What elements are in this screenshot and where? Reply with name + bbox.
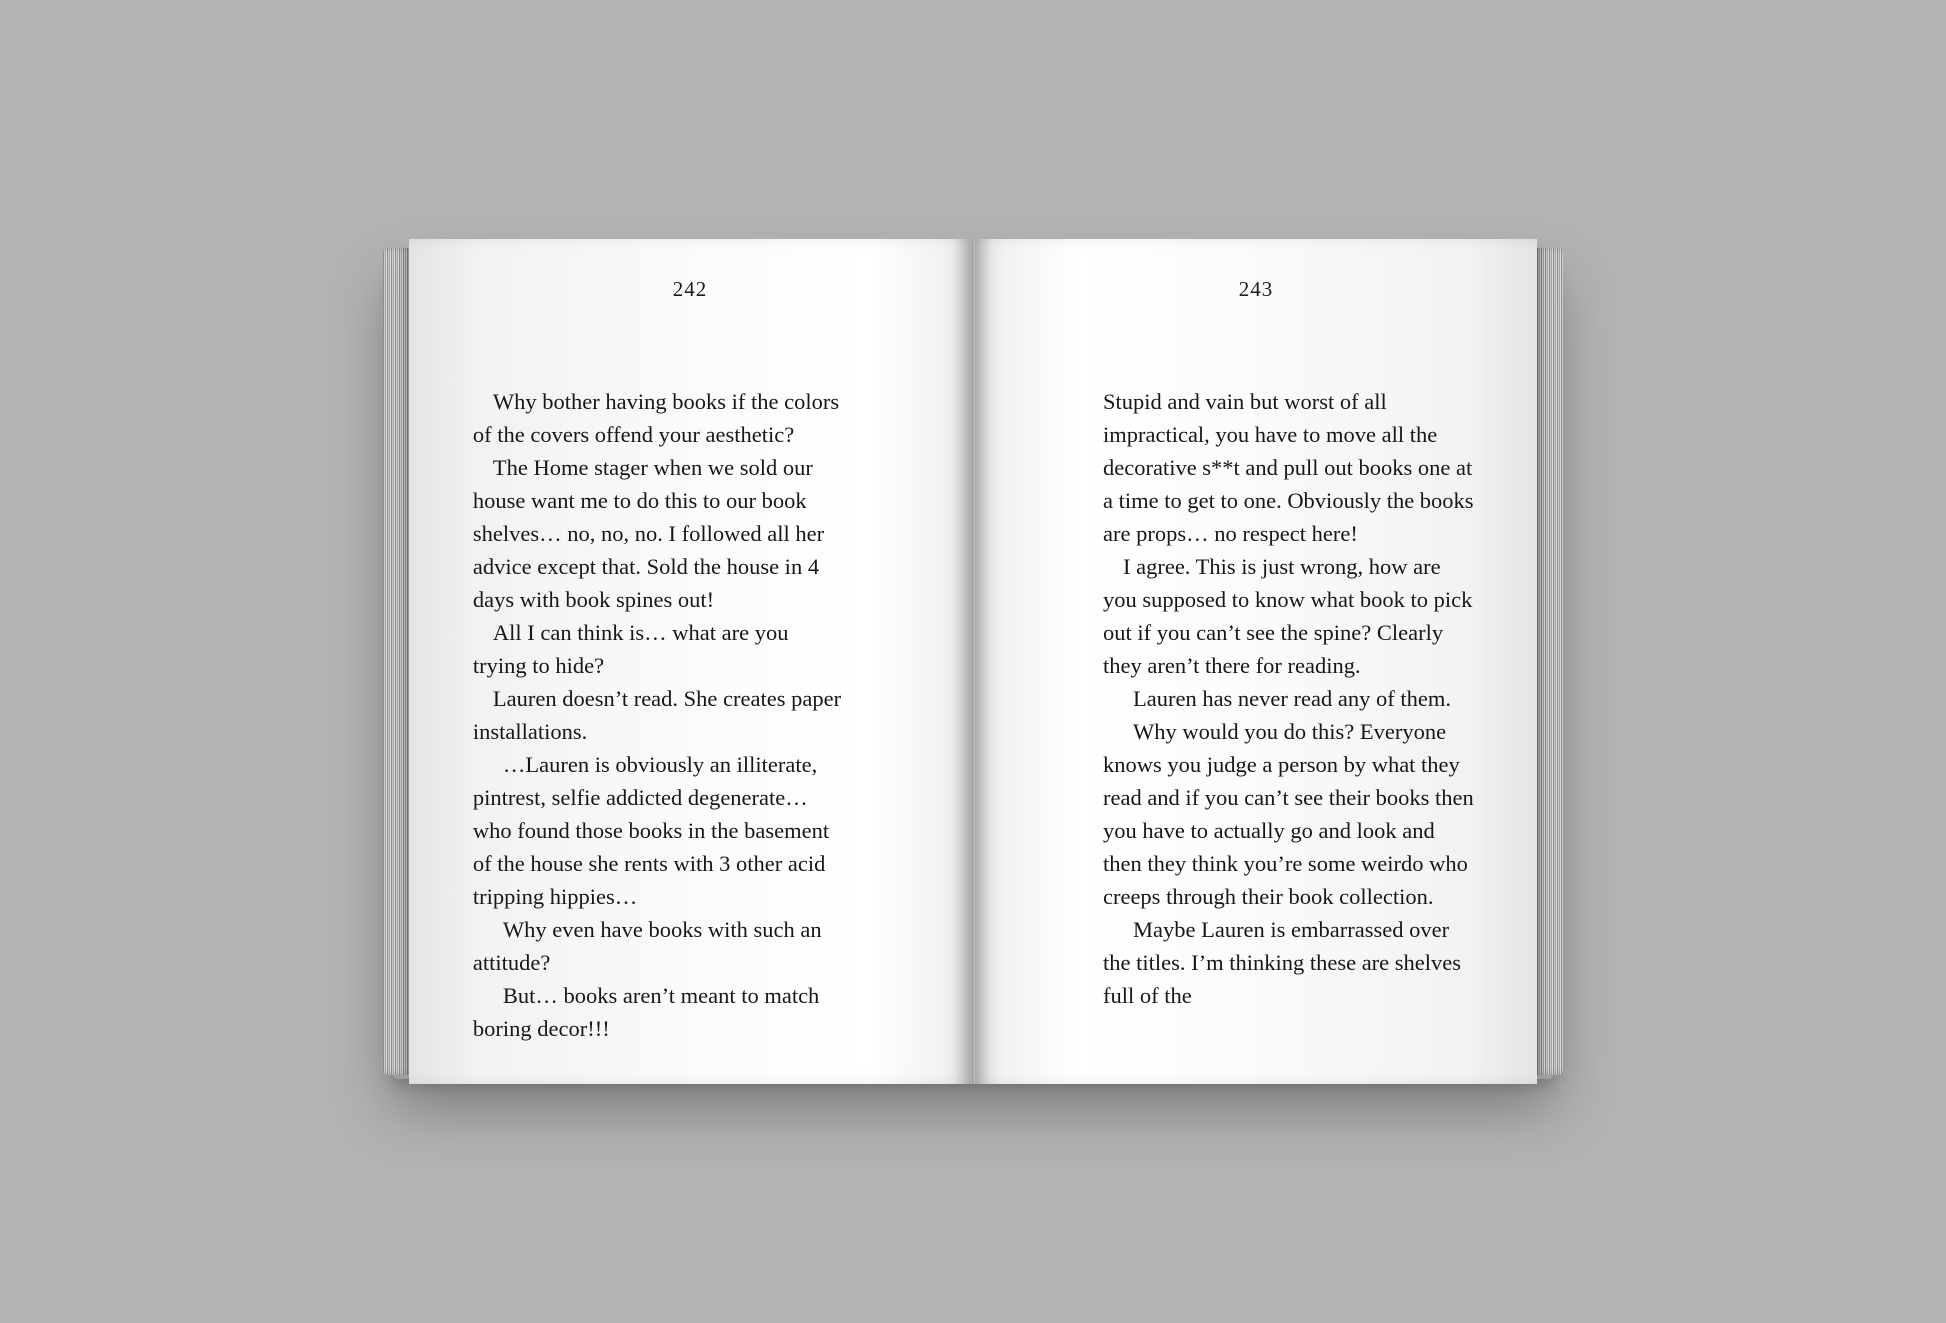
book-spread	[383, 239, 1563, 1084]
left-page-edges	[383, 248, 409, 1075]
right-page-number: 243	[1238, 277, 1274, 301]
paragraph: Why even have books with such an attitude?	[472, 917, 822, 975]
right-page	[975, 239, 1537, 1084]
paragraph: Stupid and vain but worst of all impractical, you have to move all the decorative s**t and pull out books one at a time to get to one. Obviously the books are props… no respect here!	[1102, 389, 1474, 546]
left-page	[409, 239, 971, 1084]
left-page-text	[473, 385, 845, 1045]
paragraph: But… books aren’t meant to match boring decor!!!	[472, 983, 820, 1041]
paragraph: All I can think is… what are you trying to hide?	[472, 620, 789, 678]
right-page-edges	[1537, 248, 1563, 1075]
paragraph: Lauren has never read any of them.	[1132, 686, 1451, 711]
paragraph: Why would you do this? Everyone knows you judge a person by what they read and if you can’t see their books then you have to actually go and look and then they think you’re some weirdo who creeps through their book collection.	[1102, 719, 1474, 909]
paragraph: …Lauren is obviously an illiterate, pintrest, selfie addicted degenerate… who found those books in the basement of the house she rents with 3 other acid tripping hippies…	[472, 752, 830, 909]
paragraph: The Home stager when we sold our house want me to do this to our book shelves… no, no, no. I followed all her advice except that. Sold the house in 4 days with book spines out!	[472, 455, 825, 612]
left-page-number: 242	[672, 277, 708, 301]
paragraph: Why bother having books if the colors of the covers offend your aesthetic?	[472, 389, 840, 447]
paragraph: Lauren doesn’t read. She creates paper installations.	[472, 686, 842, 744]
paragraph: I agree. This is just wrong, how are you supposed to know what book to pick out if you can’t see the spine? Clearly they aren’t there for reading.	[1102, 554, 1473, 678]
right-page-text	[1103, 385, 1475, 1012]
open-book	[383, 239, 1563, 1084]
paragraph: Maybe Lauren is embarrassed over the titles. I’m thinking these are shelves full of the	[1102, 917, 1462, 1008]
